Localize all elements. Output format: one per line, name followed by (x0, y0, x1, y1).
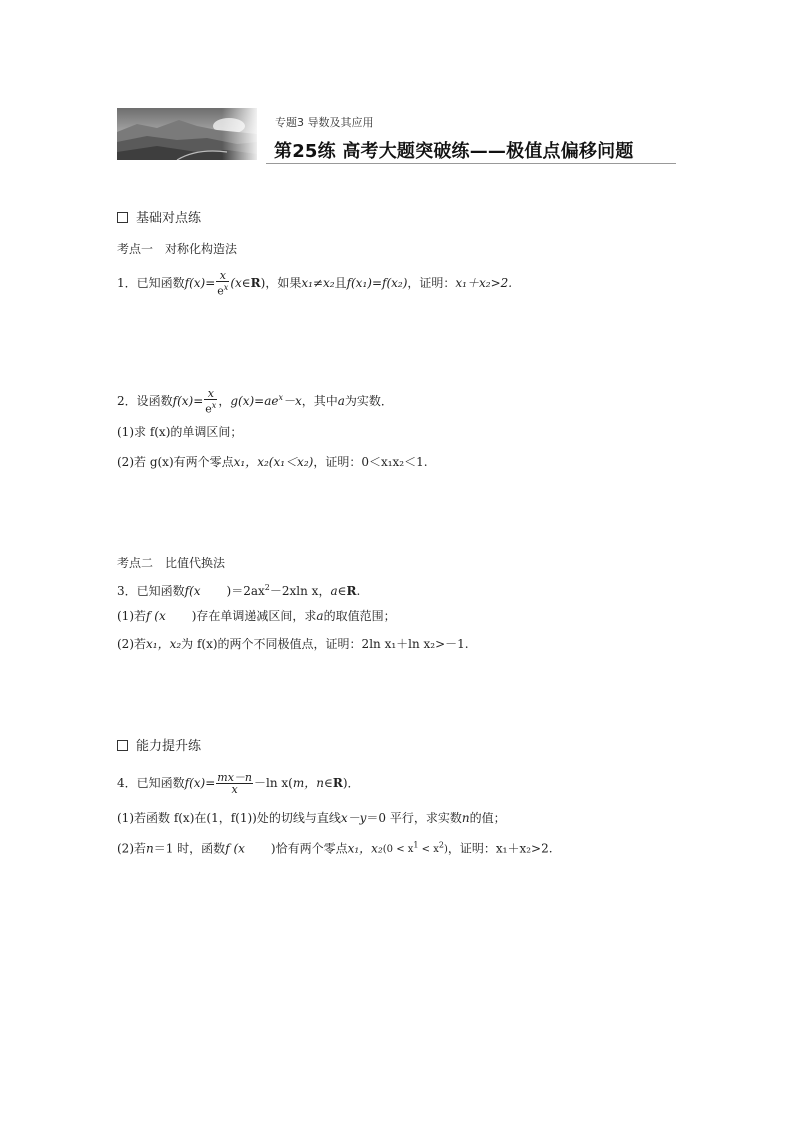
p3-R: R (346, 584, 357, 598)
p3-q1-a2: a (316, 609, 324, 623)
p4-R: R (332, 776, 343, 790)
topic-heading-2: 考点二 比值代换法 (117, 556, 226, 570)
p2-frac-den: e (205, 402, 212, 416)
p4-tail3: )． (342, 776, 360, 790)
problem-3-q2 (117, 636, 469, 652)
section-label: 基础对点练 (136, 211, 202, 226)
p4-tail2: ∈ (323, 776, 333, 790)
p4-q2-n: n (146, 841, 154, 856)
section-label: 能力提升练 (136, 739, 202, 754)
p2-fraction (204, 388, 217, 415)
p4-q2-e: (0 < x (382, 844, 414, 856)
section-heading-advanced (117, 735, 201, 754)
problem-2-q2 (117, 454, 428, 470)
p1-after: )，如果 (260, 275, 302, 290)
p1-and: 且 (334, 275, 347, 290)
p2-gx: g(x)=ae (230, 393, 279, 408)
p4-q1-n: n (461, 811, 470, 825)
p4-q2-c: )恰有两个零点 (270, 841, 348, 856)
p1-cond: x₁≠x₂ (301, 275, 335, 290)
p4-q2-b: ＝1 时，函数 (153, 841, 226, 856)
p2-gx-sup: x (278, 392, 283, 402)
problem-2 (117, 388, 393, 415)
p2-tail2: 为实数． (344, 393, 393, 408)
p3-q2-a: (2)若 (117, 637, 146, 651)
p1-cond2: f(x₁)=f(x₂) (346, 275, 408, 290)
p1-prove: ，证明： (407, 275, 456, 290)
p4-q2-e1: 1 (413, 841, 419, 850)
p2-frac-den-sup: x (211, 401, 217, 410)
p4-frac-den: x (231, 783, 238, 796)
p4-fx: f(x)= (184, 776, 216, 790)
p4-q1-d: 的值； (469, 811, 506, 825)
p3-q1-b: )存在单调递减区间，求 (191, 609, 317, 623)
p1-frac-num: x (216, 270, 229, 282)
p3-fx: f(x (184, 584, 201, 598)
p4-tail: －ln x( (254, 776, 293, 790)
p4-mn: m，n (292, 776, 324, 790)
p3-sq: 2 (264, 583, 270, 592)
topic-heading-1: 考点一 对称化构造法 (117, 242, 238, 256)
p4-q1-c: ＝0 平行，求实数 (366, 811, 462, 825)
p2-tail: ，其中 (301, 393, 338, 408)
p4-q2-g: ) (443, 844, 448, 856)
p3-q1-a: (1)若 (117, 609, 146, 623)
p4-q1-b: x－y (340, 811, 367, 825)
p4-stem: 4．已知函数 (117, 776, 185, 790)
p3-q2-b: x₁，x₂ (146, 637, 182, 651)
checkbox-square-icon (117, 212, 128, 223)
p2-q2-b: x₁，x₂(x₁＜x₂) (233, 455, 314, 469)
p3-tail: －2xln x (269, 584, 319, 598)
p1-R: R (250, 275, 261, 290)
p2-a: a (337, 393, 345, 408)
problem-3-q1 (117, 608, 396, 624)
p3-fx-tail: )＝2ax (226, 584, 265, 598)
landscape-image (117, 108, 257, 160)
p3-stem: 3．已知函数 (117, 584, 185, 598)
p4-q2-a: (2)若 (117, 841, 146, 856)
p4-q2-f2: 2 (438, 841, 444, 850)
header-subtitle: 专题3 导数及其应用 (275, 116, 374, 129)
p4-frac-num: mx－n (217, 771, 252, 784)
checkbox-square-icon (117, 740, 128, 751)
p2-frac-num: x (204, 388, 217, 400)
p3-dot: . (356, 584, 361, 598)
problem-1 (117, 270, 512, 297)
p2-q2-a: (2)若 g(x)有两个零点 (117, 455, 234, 469)
p4-q2-h: ，证明：x₁＋x₂>2. (447, 841, 553, 856)
section-heading-basic (117, 207, 201, 226)
p3-q1-c: 的取值范围； (323, 609, 396, 623)
p3-q1-fx: f (x (146, 609, 166, 623)
p4-q1-a: (1)若函数 f(x)在(1，f(1))处的切线与直线 (117, 811, 341, 825)
p4-fraction (216, 772, 253, 795)
problem-4 (117, 772, 360, 795)
p1-fraction (216, 270, 229, 297)
p4-q2-d: x₁，x₂ (347, 841, 383, 856)
p2-q2-c: ，证明：0＜x₁x₂＜1. (313, 455, 428, 469)
page-title: 第25练 高考大题突破练——极值点偏移问题 (274, 141, 634, 162)
p1-goal: x₁＋x₂>2. (455, 275, 513, 290)
problem-2-q1: (1)求 f(x)的单调区间； (117, 425, 243, 439)
p2-fx: f(x)= (172, 393, 204, 408)
p2-mid: ， (218, 393, 231, 408)
p3-q2-c: 为 f(x)的两个不同极值点，证明：2ln x₁＋ln x₂>－1. (181, 637, 469, 651)
p1-fx: f(x)= (184, 275, 216, 290)
p3-tail2: ， (318, 584, 331, 598)
problem-4-q1 (117, 810, 506, 826)
p1-frac-den-sup: x (223, 283, 229, 292)
problem-3 (117, 580, 360, 599)
problem-4-q2 (117, 838, 553, 858)
p1-frac-den: e (217, 284, 224, 298)
p1-stem: 1．已知函数 (117, 275, 185, 290)
p2-gx-tail: －x (282, 393, 302, 408)
p4-q2-fx: f (x (225, 841, 245, 856)
p2-stem: 2．设函数 (117, 393, 173, 408)
p3-tail3: ∈ (337, 584, 347, 598)
p4-q2-f: < x (418, 844, 439, 856)
header-banner-image (117, 108, 257, 160)
header-divider (266, 163, 676, 164)
p1-domain: (x∈ (230, 275, 251, 290)
p3-a: a (330, 584, 338, 598)
